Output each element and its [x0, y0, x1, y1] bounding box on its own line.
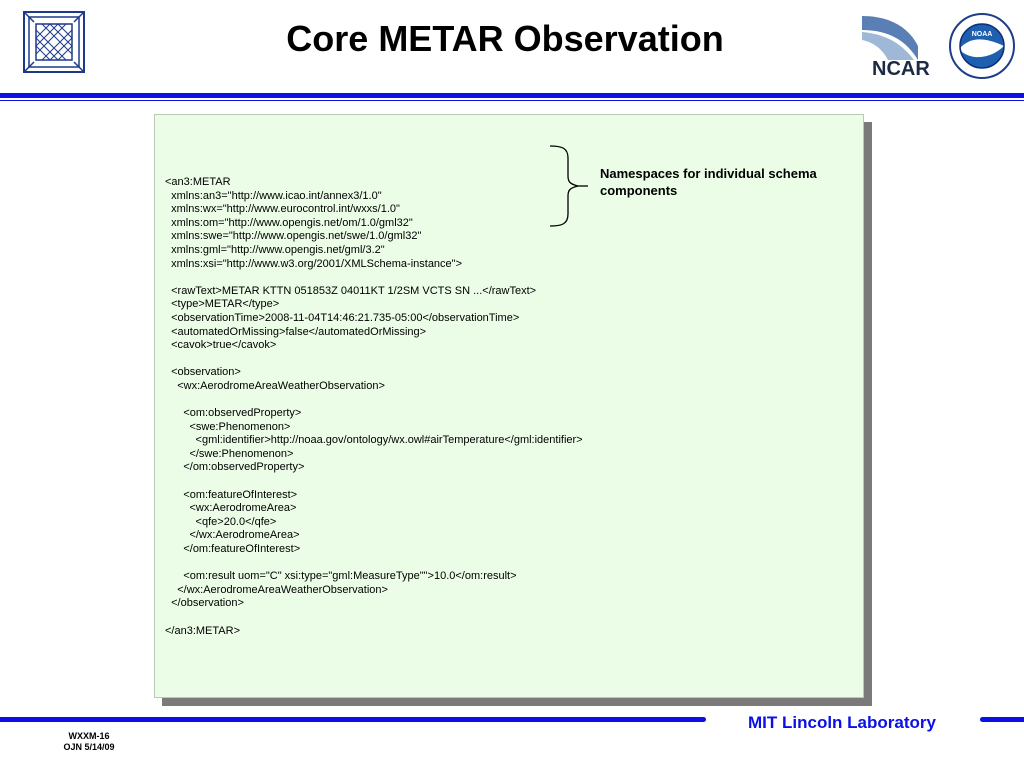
code-line [165, 611, 583, 625]
code-line: <om:result uom="C" xsi:type="gml:MeasureType"">10.0</om:result> [165, 570, 517, 583]
code-line: <automatedOrMissing>false</automatedOrMissing> [165, 325, 427, 338]
code-line: <cavok>true</cavok> [165, 339, 277, 352]
code-line: xmlns:gml="http://www.opengis.net/gml/3.2" [165, 243, 385, 256]
code-line: xmlns:xsi="http://www.w3.org/2001/XMLSchema-instance"> [165, 257, 462, 270]
code-line: </wx:AerodromeArea> [165, 529, 300, 542]
code-line: xmlns:om="http://www.opengis.net/om/1.0/gml32" [165, 216, 413, 229]
code-line: <qfe>20.0</qfe> [165, 515, 277, 528]
slide-id: WXXM-16 [68, 731, 110, 741]
code-line: </om:observedProperty> [165, 461, 305, 474]
slide-footer-info [60, 731, 118, 753]
code-line: <swe:Phenomenon> [165, 420, 291, 433]
right-brace-icon [548, 144, 598, 228]
code-line: <om:observedProperty> [165, 407, 302, 420]
code-line: <gml:identifier>http://noaa.gov/ontology/wx.owl#airTemperature</gml:identifier> [165, 434, 583, 447]
code-line: xmlns:swe="http://www.opengis.net/swe/1.0/gml32" [165, 230, 422, 243]
xml-code-block [165, 176, 583, 638]
code-line: </swe:Phenomenon> [165, 447, 294, 460]
header-rule-thin [0, 100, 1024, 101]
code-line: </wx:AerodromeAreaWeatherObservation> [165, 583, 388, 596]
code-line: <observationTime>2008-11-04T14:46:21.735-05:00</observationTime> [165, 311, 520, 324]
header-rule [0, 93, 1024, 98]
code-line: <wx:AerodromeAreaWeatherObservation> [165, 379, 385, 392]
code-line: xmlns:an3="http://www.icao.int/annex3/1.0" [165, 189, 382, 202]
code-line: </an3:METAR> [165, 624, 240, 637]
code-line: <rawText>METAR KTTN 051853Z 04011KT 1/2SM VCTS SN ...</rawText> [165, 284, 537, 297]
lab-name: MIT Lincoln Laboratory [748, 713, 936, 732]
noaa-logo-text: NOAA [971, 31, 993, 38]
namespace-callout: Namespaces for individual schema components [600, 166, 817, 198]
code-line: <type>METAR</type> [165, 298, 280, 311]
ncar-logo-text: NCAR [872, 58, 930, 80]
code-line [165, 394, 583, 408]
footer-rule-right [980, 717, 1024, 722]
code-line: <wx:AerodromeArea> [165, 502, 297, 515]
code-line [165, 557, 583, 571]
code-line: </observation> [165, 597, 244, 610]
slide-title: Core METAR Observation [286, 18, 724, 59]
author-date: OJN 5/14/09 [63, 742, 115, 752]
code-line [165, 271, 583, 285]
code-line: <an3:METAR [165, 176, 231, 188]
footer-rule-left [0, 717, 706, 722]
code-line: </om:featureOfInterest> [165, 543, 301, 556]
code-line: <observation> [165, 366, 241, 379]
code-line: xmlns:wx="http://www.eurocontrol.int/wxxs/1.0" [165, 203, 400, 216]
code-line: <om:featureOfInterest> [165, 488, 298, 501]
code-line [165, 475, 583, 489]
code-line [165, 353, 583, 367]
